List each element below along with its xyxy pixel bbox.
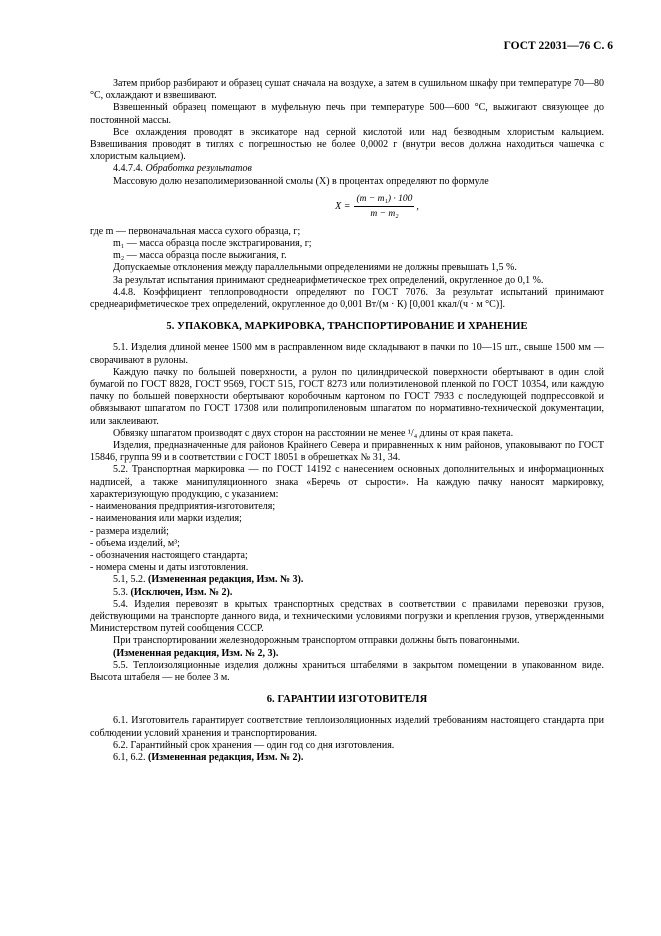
formula	[150, 191, 604, 223]
formula-numerator: (m − m₁) · 100	[354, 193, 414, 207]
formula-denominator: m − m₂	[370, 209, 399, 220]
section-heading: 6. ГАРАНТИИ ИЗГОТОВИТЕЛЯ	[266, 694, 428, 706]
amendment-text: (Исключен, Изм. № 2).	[130, 586, 233, 598]
document-body	[90, 78, 604, 764]
list-item: - наименования предприятия-изготовителя;	[90, 501, 276, 513]
list-item: - размера изделий;	[90, 525, 169, 537]
where-line: m₁ — масса образца после экстрагирования, г;	[113, 238, 312, 250]
paragraph: Взвешенный образец помещают в муфельную печь при температуре 500—600 °С, выжигают связующее до постоянной массы.	[90, 102, 604, 126]
subsection-title: Обработка результатов	[145, 163, 252, 175]
list-item: - наименования или марки изделия;	[90, 513, 242, 525]
paragraph: Обвязку шпагатом производят с двух сторон на расстоянии не менее ¹/₄ длины от края пакета.	[113, 427, 514, 439]
paragraph: Все охлаждения проводят в эксикаторе над серной кислотой или над безводным хлористым кальцием. Взвешивания проводят в тиглях с погрешностью не более 0,0002 г (внутри весов должна находиться чашечка с хлористым кальцием).	[90, 126, 604, 163]
where-line: m₂ — масса образца после выжигания, г.	[113, 250, 287, 262]
paragraph: 5.1. Изделия длиной менее 1500 мм в расправленном виде складывают в пачки по 10—15 шт., свыше 1500 мм — сворачивают в рулоны.	[90, 342, 604, 366]
paragraph: Изделия, предназначенные для районов Крайнего Севера и приравненных к ним районов, упаковывают по ГОСТ 15846, группа 99 и в соответствии с ГОСТ 18051 в обрешетках № 31, 34.	[90, 440, 604, 464]
formula-lhs: X =	[335, 200, 351, 212]
amendment-ref: 5.1, 5.2.	[113, 574, 146, 586]
amendment-text: (Измененная редакция, Изм. № 2).	[148, 751, 304, 763]
subsection-number: 4.4.7.4.	[113, 163, 143, 175]
amendment-ref: 5.3.	[113, 586, 128, 598]
paragraph: Допускаемые отклонения между параллельными определениями не должны превышать 1,5 %.	[113, 262, 517, 274]
list-item: - обозначения настоящего стандарта;	[90, 549, 248, 561]
amendment-text: (Измененная редакция, Изм. № 3).	[148, 574, 304, 586]
paragraph: Затем прибор разбирают и образец сушат сначала на воздухе, а затем в сушильном шкафу при температуре 70—80 °С, охлаждают и взвешивают.	[90, 78, 604, 102]
paragraph: 6.2. Гарантийный срок хранения — один год со дня изготовления.	[113, 739, 395, 751]
paragraph: 5.2. Транспортная маркировка — по ГОСТ 14192 с нанесением основных дополнительных и информационных надписей, а также манипуляционного знака «Беречь от сырости». На каждую пачку наносят маркировку, характеризующую продукцию, с указанием:	[90, 464, 604, 500]
paragraph: 5.5. Теплоизоляционные изделия должны храниться штабелями в закрытом помещении в упакованном виде. Высота штабеля — не более 3 м.	[90, 659, 604, 683]
section-heading: 5. УПАКОВКА, МАРКИРОВКА, ТРАНСПОРТИРОВАНИЕ И ХРАНЕНИЕ	[166, 321, 528, 333]
subsection-heading	[90, 163, 604, 175]
paragraph: За результат испытания принимают среднеарифметическое трех определений, округленное до 0,1 %.	[113, 274, 544, 286]
amendment-note	[90, 752, 604, 764]
list-item: - номера смены и даты изготовления.	[90, 562, 249, 574]
amendment-note: (Измененная редакция, Изм. № 2, 3).	[113, 647, 279, 659]
formula-fraction	[354, 193, 414, 220]
amendment-note	[90, 574, 604, 586]
where-line: где m — первоначальная масса сухого образца, г;	[90, 225, 301, 237]
amendment-note	[90, 587, 604, 599]
paragraph: При транспортировании железнодорожным транспортом отправки должны быть повагонными.	[113, 635, 520, 647]
page-header: ГОСТ 22031—76 С. 6	[503, 40, 613, 52]
paragraph: 5.4. Изделия перевозят в крытых транспортных средствах в соответствии с правилами перевозки грузов, действующими на транспорте данного вида, и техническими условиями погрузки и крепления грузов, утвержденными Министерством путей сообщения СССР.	[90, 598, 604, 635]
paragraph: 6.1. Изготовитель гарантирует соответствие теплоизоляционных изделий требованиям настоящего стандарта при соблюдении условий хранения и транспортирования.	[90, 715, 604, 739]
paragraph: 4.4.8. Коэффициент теплопроводности определяют по ГОСТ 7076. За результат испытаний принимают среднеарифметическое трех определений, округленное до 0,001 Вт/(м · К) [0,001 ккал/(ч · м °С)].	[90, 286, 604, 311]
amendment-ref: 6.1, 6.2.	[113, 751, 146, 763]
formula-tail: ,	[416, 200, 419, 212]
list-item: - объема изделий, м³;	[90, 537, 180, 549]
formula-intro: Массовую долю незаполимеризованной смолы (X) в процентах определяют по формуле	[113, 175, 489, 187]
paragraph: Каждую пачку по большей поверхности, а рулон по цилиндрической поверхности обертывают в один слой бумагой по ГОСТ 8828, ГОСТ 9569, ГОСТ 515, ГОСТ 8273 или полиэтиленовой пленкой по ГОСТ 10354, или каждую пачку по большей поверхности обертывают коробочным картоном по ГОСТ 7933 с последующей подпрессовкой и обвязывают шпагатом по ГОСТ 17308 или полипропиленовым шпагатом по нормативно-технической документации, или заклеивают.	[90, 366, 604, 427]
